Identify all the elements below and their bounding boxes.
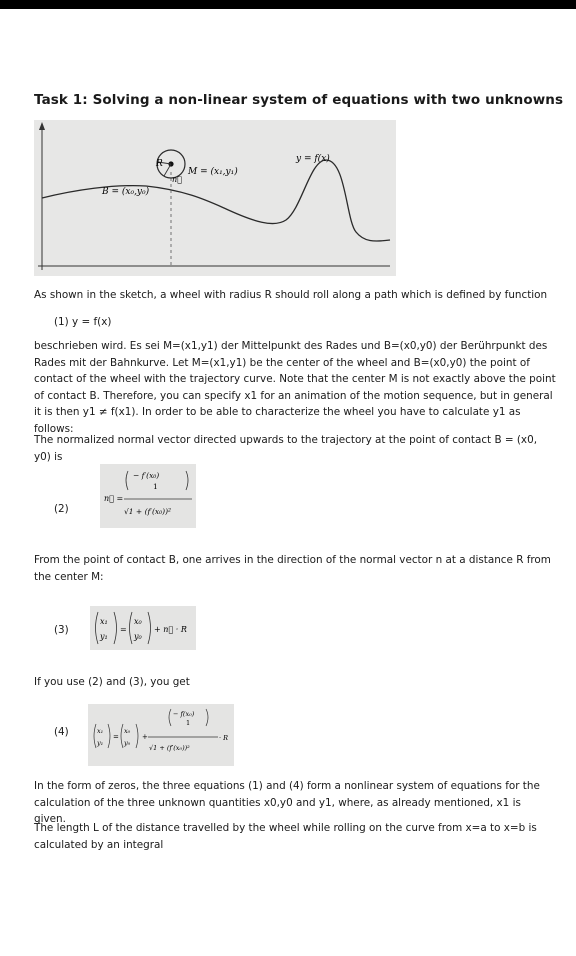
eq2-denominator: √1 + (f′(x₀))² bbox=[124, 507, 172, 516]
normal-line bbox=[164, 164, 171, 176]
center-label: M = (x₁,y₁) bbox=[188, 167, 238, 177]
equation-2-box bbox=[100, 464, 196, 528]
eq3-tail: + n⃗ · R bbox=[154, 625, 187, 634]
equation-4-box bbox=[88, 704, 234, 766]
contact-label: B = (x₀,y₀) bbox=[102, 187, 150, 197]
svg-text:=: = bbox=[120, 625, 127, 634]
radius-label: R bbox=[156, 159, 163, 169]
equation-2-svg bbox=[100, 464, 196, 528]
paragraph-intro: As shown in the sketch, a wheel with radius R should roll along a path which is defined by function bbox=[34, 289, 548, 301]
equation-3-box bbox=[90, 606, 196, 650]
sketch-svg bbox=[34, 120, 396, 276]
eq4-tail: · R bbox=[219, 734, 229, 742]
eq3-x1: x₁ bbox=[100, 617, 108, 626]
svg-text:=: = bbox=[113, 733, 119, 741]
equation-4-label: (4) bbox=[54, 726, 69, 738]
top-bar bbox=[0, 0, 576, 9]
eq2-lhs: n⃗ = bbox=[104, 494, 124, 503]
eq4-denominator: √1 + (f′(x₀))² bbox=[149, 744, 190, 752]
equation-3-svg bbox=[90, 606, 196, 650]
paragraph-use: If you use (2) and (3), you get bbox=[34, 676, 190, 688]
equation-3-label: (3) bbox=[54, 624, 69, 636]
paragraph-main: beschrieben wird. Es sei M=(x1,y1) der Mittelpunkt des Rades und B=(x0,y0) der Berührpunkt des Rades mit der Bahnkurve. Let M=(x1,y1) be the center of the wheel and B=(x0,y0) the point of contact of the wheel with the trajectory curve. Note that the center M is not exactly above the point of contact B. Therefore, you can specify x1 for an animation of the motion sequence, but in general it is then y1 ≠ f(x1). In order to be able to characterize the wheel you have to calculate y1 as follows: bbox=[34, 340, 556, 435]
equation-1: (1) y = f(x) bbox=[54, 316, 112, 328]
eq3-x0: x₀ bbox=[134, 617, 142, 626]
eq4-top: − f(x₀) bbox=[173, 710, 195, 718]
paragraph-length: The length L of the distance travelled by the wheel while rolling on the curve from x=a to x=b is calculated by an integral bbox=[34, 822, 537, 851]
task-title: Task 1: Solving a non-linear system of equations with two unknowns bbox=[34, 92, 564, 108]
sketch-figure bbox=[34, 120, 396, 276]
eq4-y0: y₀ bbox=[124, 739, 131, 747]
eq4-x0: x₀ bbox=[124, 727, 131, 735]
equation-2-label: (2) bbox=[54, 503, 69, 515]
eq4-one: 1 bbox=[186, 719, 191, 727]
eq3-y1: y₁ bbox=[100, 632, 108, 641]
paragraph-zeros: In the form of zeros, the three equations (1) and (4) form a nonlinear system of equations for the calculation of the three unknown quantities x0,y0 and y1, where, as already mentioned, x1 is given. bbox=[34, 780, 540, 825]
paragraph-contact: From the point of contact B, one arrives in the direction of the normal vector n at a distance R from the center M: bbox=[34, 554, 551, 583]
curve-label: y = f(x) bbox=[296, 154, 330, 164]
eq2-one: 1 bbox=[153, 482, 158, 491]
normal-label: n⃗ bbox=[172, 175, 182, 184]
paragraph-normal-vector: The normalized normal vector directed upwards to the trajectory at the point of contact B = (x0, y0) is bbox=[34, 434, 537, 463]
eq4-y1: y₁ bbox=[97, 739, 104, 747]
y-axis-arrow bbox=[39, 122, 45, 130]
eq2-top: − f′(x₀) bbox=[133, 471, 160, 480]
eq4-x1: x₁ bbox=[97, 727, 104, 735]
eq3-y0: y₀ bbox=[134, 632, 142, 641]
equation-4-svg bbox=[88, 704, 234, 766]
svg-text:+: + bbox=[142, 733, 148, 741]
